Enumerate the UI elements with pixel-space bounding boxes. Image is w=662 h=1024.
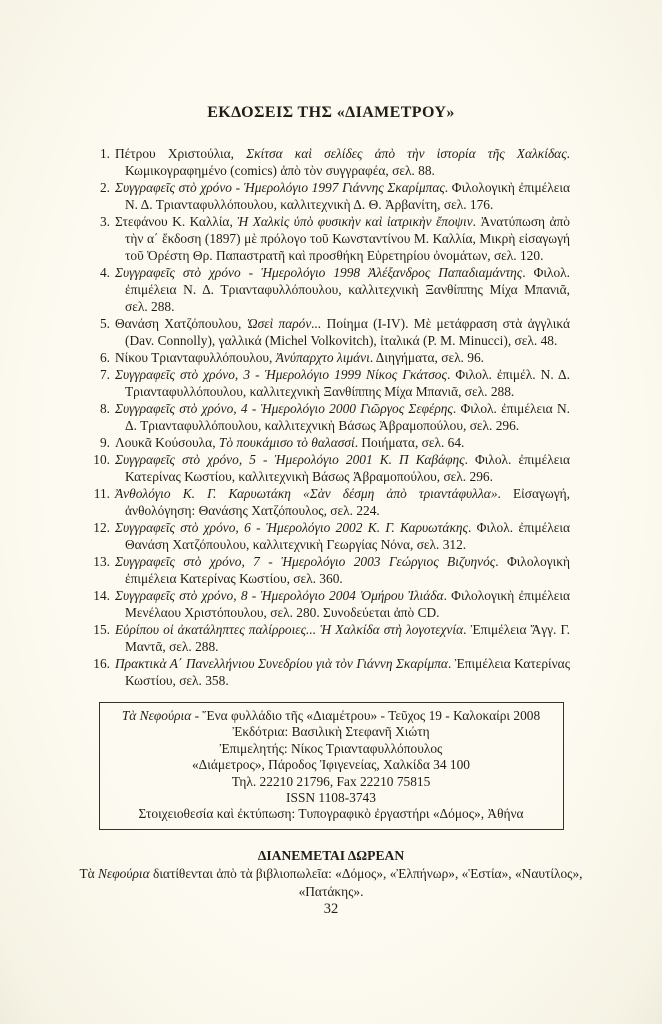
item-text: Πέτρου Χριστούλια, Σκίτσα καὶ σελίδες ἀπὸ τὴν ἱστορία τῆς Χαλκίδας. Κωμικογραφημένο (comics) ἀπὸ τὸν συγγραφέα, σελ. 88. xyxy=(115,146,570,178)
page-title: ΕΚΔΟΣΕΙΣ ΤΗΣ «ΔΙΑΜΕΤΡΟΥ» xyxy=(207,104,455,121)
item-text: Πρακτικὰ Α΄ Πανελλήνιου Συνεδρίου γιὰ τὸν Γιάννη Σκαρίμπα. Ἐπιμέλεια Κατερίνας Κωστίου, σελ. 358. xyxy=(115,656,570,688)
item-number: 10. xyxy=(93,452,110,467)
item-text: Συγγραφεῖς στὸ χρόνο, 5 - Ἡμερολόγιο 2001 Κ. Π Καβάφης. Φιλολ. ἐπιμέλεια Κατερίνας Κωστίου, καλλιτεχνικὴ Βάσως Ἀβραμοπούλου, σελ. 296. xyxy=(115,452,570,484)
item-number: 2. xyxy=(99,180,110,195)
item-number: 11. xyxy=(93,486,110,501)
distribution-section xyxy=(66,847,596,901)
item-number: 14. xyxy=(93,588,110,603)
item-text: Ἀνθολόγιο Κ. Γ. Καρυωτάκη «Σὰν δέσμη ἀπὸ τριαντάφυλλα». Εἰσαγωγή, ἀνθολόγηση: Θανάσης Χατζόπουλος, σελ. 224. xyxy=(115,486,570,518)
item-text: Θανάση Χατζόπουλου, Ὡσεὶ παρόν... Ποίημα (I-IV). Μὲ μετάφραση στὰ ἀγγλικά (Dav. Connolly), γαλλικά (Michel Volkovitch), ἰταλικά (P. M. Minucci), σελ. 48. xyxy=(115,316,571,348)
list-item xyxy=(92,485,570,519)
item-number: 15. xyxy=(93,622,110,637)
distribution-heading: ΔΙΑΝΕΜΕΤΑΙ ΔΩΡΕΑΝ xyxy=(257,847,405,863)
item-number: 6. xyxy=(99,350,110,365)
item-number: 16. xyxy=(93,656,110,671)
list-item xyxy=(92,434,570,451)
colophon-line: Τὰ Νεφούρια - Ἕνα φυλλάδιο τῆς «Διαμέτρου» - Τεῦχος 19 - Καλοκαίρι 2008 xyxy=(121,708,541,723)
list-item xyxy=(92,655,570,689)
list-item xyxy=(92,315,570,349)
distribution-text: Τὰ Νεφούρια διατίθενται ἀπὸ τὰ βιβλιοπωλεῖα: «Δόμος», «Ἐλπήνωρ», «Ἑστία», «Ναυτίλος», «Πατάκης». xyxy=(79,866,583,899)
item-number: 13. xyxy=(93,554,110,569)
list-item xyxy=(92,621,570,655)
item-text: Συγγραφεῖς στὸ χρόνο, 6 - Ἡμερολόγιο 2002 Κ. Γ. Καρυωτάκης. Φιλολ. ἐπιμέλεια Θανάση Χατζόπουλου, καλλιτεχνικὴ Γεωργίας Νόνα, σελ. 312. xyxy=(115,520,570,552)
item-text: Εὐρίπου οἱ ἀκατάληπτες παλίρροιες... Ἡ Χαλκίδα στὴ λογοτεχνία. Ἐπιμέλεια Ἄγγ. Γ. Μαντᾶ, σελ. 288. xyxy=(115,622,570,654)
item-text: Λουκᾶ Κούσουλα, Τὸ πουκάμισο τὸ θαλασσί. Ποιήματα, σελ. 64. xyxy=(115,435,465,450)
item-number: 7. xyxy=(99,367,110,382)
item-number: 12. xyxy=(93,520,110,535)
list-item xyxy=(92,553,570,587)
colophon-line: Στοιχειοθεσία καὶ ἐκτύπωση: Τυπογραφικὸ ἐργαστήρι «Δόμος», Ἀθήνα xyxy=(138,806,524,822)
colophon-line: Ἐκδότρια: Βασιλικὴ Στεφανῆ Χιώτη xyxy=(232,724,430,740)
publications-list xyxy=(92,145,570,689)
list-item xyxy=(92,179,570,213)
list-item xyxy=(92,349,570,366)
item-text: Συγγραφεῖς στὸ χρόνο, 7 - Ἡμερολόγιο 2003 Γεώργιος Βιζυηνός. Φιλολογικὴ ἐπιμέλεια Κατερίνας Κωστίου, σελ. 360. xyxy=(115,554,570,586)
item-text: Συγγραφεῖς στὸ χρόνο, 3 - Ἡμερολόγιο 1999 Νίκος Γκάτσος. Φιλολ. ἐπιμέλ. Ν. Δ. Τριανταφυλλόπουλου, καλλιτεχνικὴ Ξανθίππης Μίχα Μπανιᾶ, σελ. 288. xyxy=(115,367,570,399)
colophon-box xyxy=(99,702,564,830)
colophon-line: Τηλ. 22210 21796, Fax 22210 75815 xyxy=(231,773,431,789)
item-text: Στεφάνου Κ. Καλλία, Ἡ Χαλκὶς ὑπὸ φυσικὴν καὶ ἰατρικὴν ἔποψιν. Ἀνατύπωση ἀπὸ τὴν α΄ ἔκδοση (1897) μὲ πρόλογο τοῦ Κωνσταντίνου Μ. Καλλία, Μικρὴ εἰσαγωγή τοῦ Ὀρέστη Θρ. Παπαστρατῆ καὶ προσθήκη Εὑρετηρίου ὀνομάτων, σελ. 120. xyxy=(115,214,570,263)
item-number: 4. xyxy=(99,265,110,280)
list-item xyxy=(92,400,570,434)
item-number: 8. xyxy=(99,401,110,416)
distribution-lines xyxy=(66,865,596,900)
item-number: 5. xyxy=(99,316,110,331)
item-number: 1. xyxy=(99,146,110,161)
list-item xyxy=(92,587,570,621)
item-text: Συγγραφεῖς στὸ χρόνο - Ἡμερολόγιο 1998 Ἀλέξανδρος Παπαδιαμάντης. Φιλολ. ἐπιμέλεια Ν. Δ. Τριανταφυλλόπουλου, καλλιτεχνικὴ Ξανθίππης Μίχα Μπανιᾶ, σελ. 288. xyxy=(115,265,570,314)
item-text: Νίκου Τριανταφυλλόπουλου, Ἀνύπαρχτο λιμάνι. Διηγήματα, σελ. 96. xyxy=(115,350,484,365)
item-text: Συγγραφεῖς στὸ χρόνο, 4 - Ἡμερολόγιο 2000 Γιῶργος Σεφέρης. Φιλολ. ἐπιμέλεια Ν. Δ. Τριανταφυλλόπουλου, καλλιτεχνικὴ Βάσως Ἀβραμοπούλου, σελ. 296. xyxy=(115,401,570,433)
list-item xyxy=(92,213,570,264)
list-item xyxy=(92,451,570,485)
list-item xyxy=(92,264,570,315)
list-item xyxy=(92,145,570,179)
item-number: 3. xyxy=(99,214,110,229)
item-text: Συγγραφεῖς στὸ χρόνο - Ἡμερολόγιο 1997 Γιάννης Σκαρίμπας. Φιλολογικὴ ἐπιμέλεια Ν. Δ. Τριανταφυλλόπουλου, καλλιτεχνικὴ Δ. Θ. Ἀρβανίτη, σελ. 176. xyxy=(115,180,570,212)
item-text: Συγγραφεῖς στὸ χρόνο, 8 - Ἡμερολόγιο 2004 Ὁμήρου Ἰλιάδα. Φιλολογικὴ ἐπιμέλεια Μενέλαου Χριστόπουλου, σελ. 280. Συνοδεύεται ἀπὸ CD. xyxy=(115,588,570,620)
list-item xyxy=(92,519,570,553)
colophon-line: «Διάμετρος», Πάροδος Ἰφιγενείας, Χαλκίδα 34 100 xyxy=(191,757,471,773)
list-item xyxy=(92,366,570,400)
page-number: 32 xyxy=(323,901,339,917)
item-number: 9. xyxy=(99,435,110,450)
colophon-line: ISSN 1108-3743 xyxy=(286,790,376,806)
colophon-line: Ἐπιμελητής: Νίκος Τριανταφυλλόπουλος xyxy=(219,740,443,756)
